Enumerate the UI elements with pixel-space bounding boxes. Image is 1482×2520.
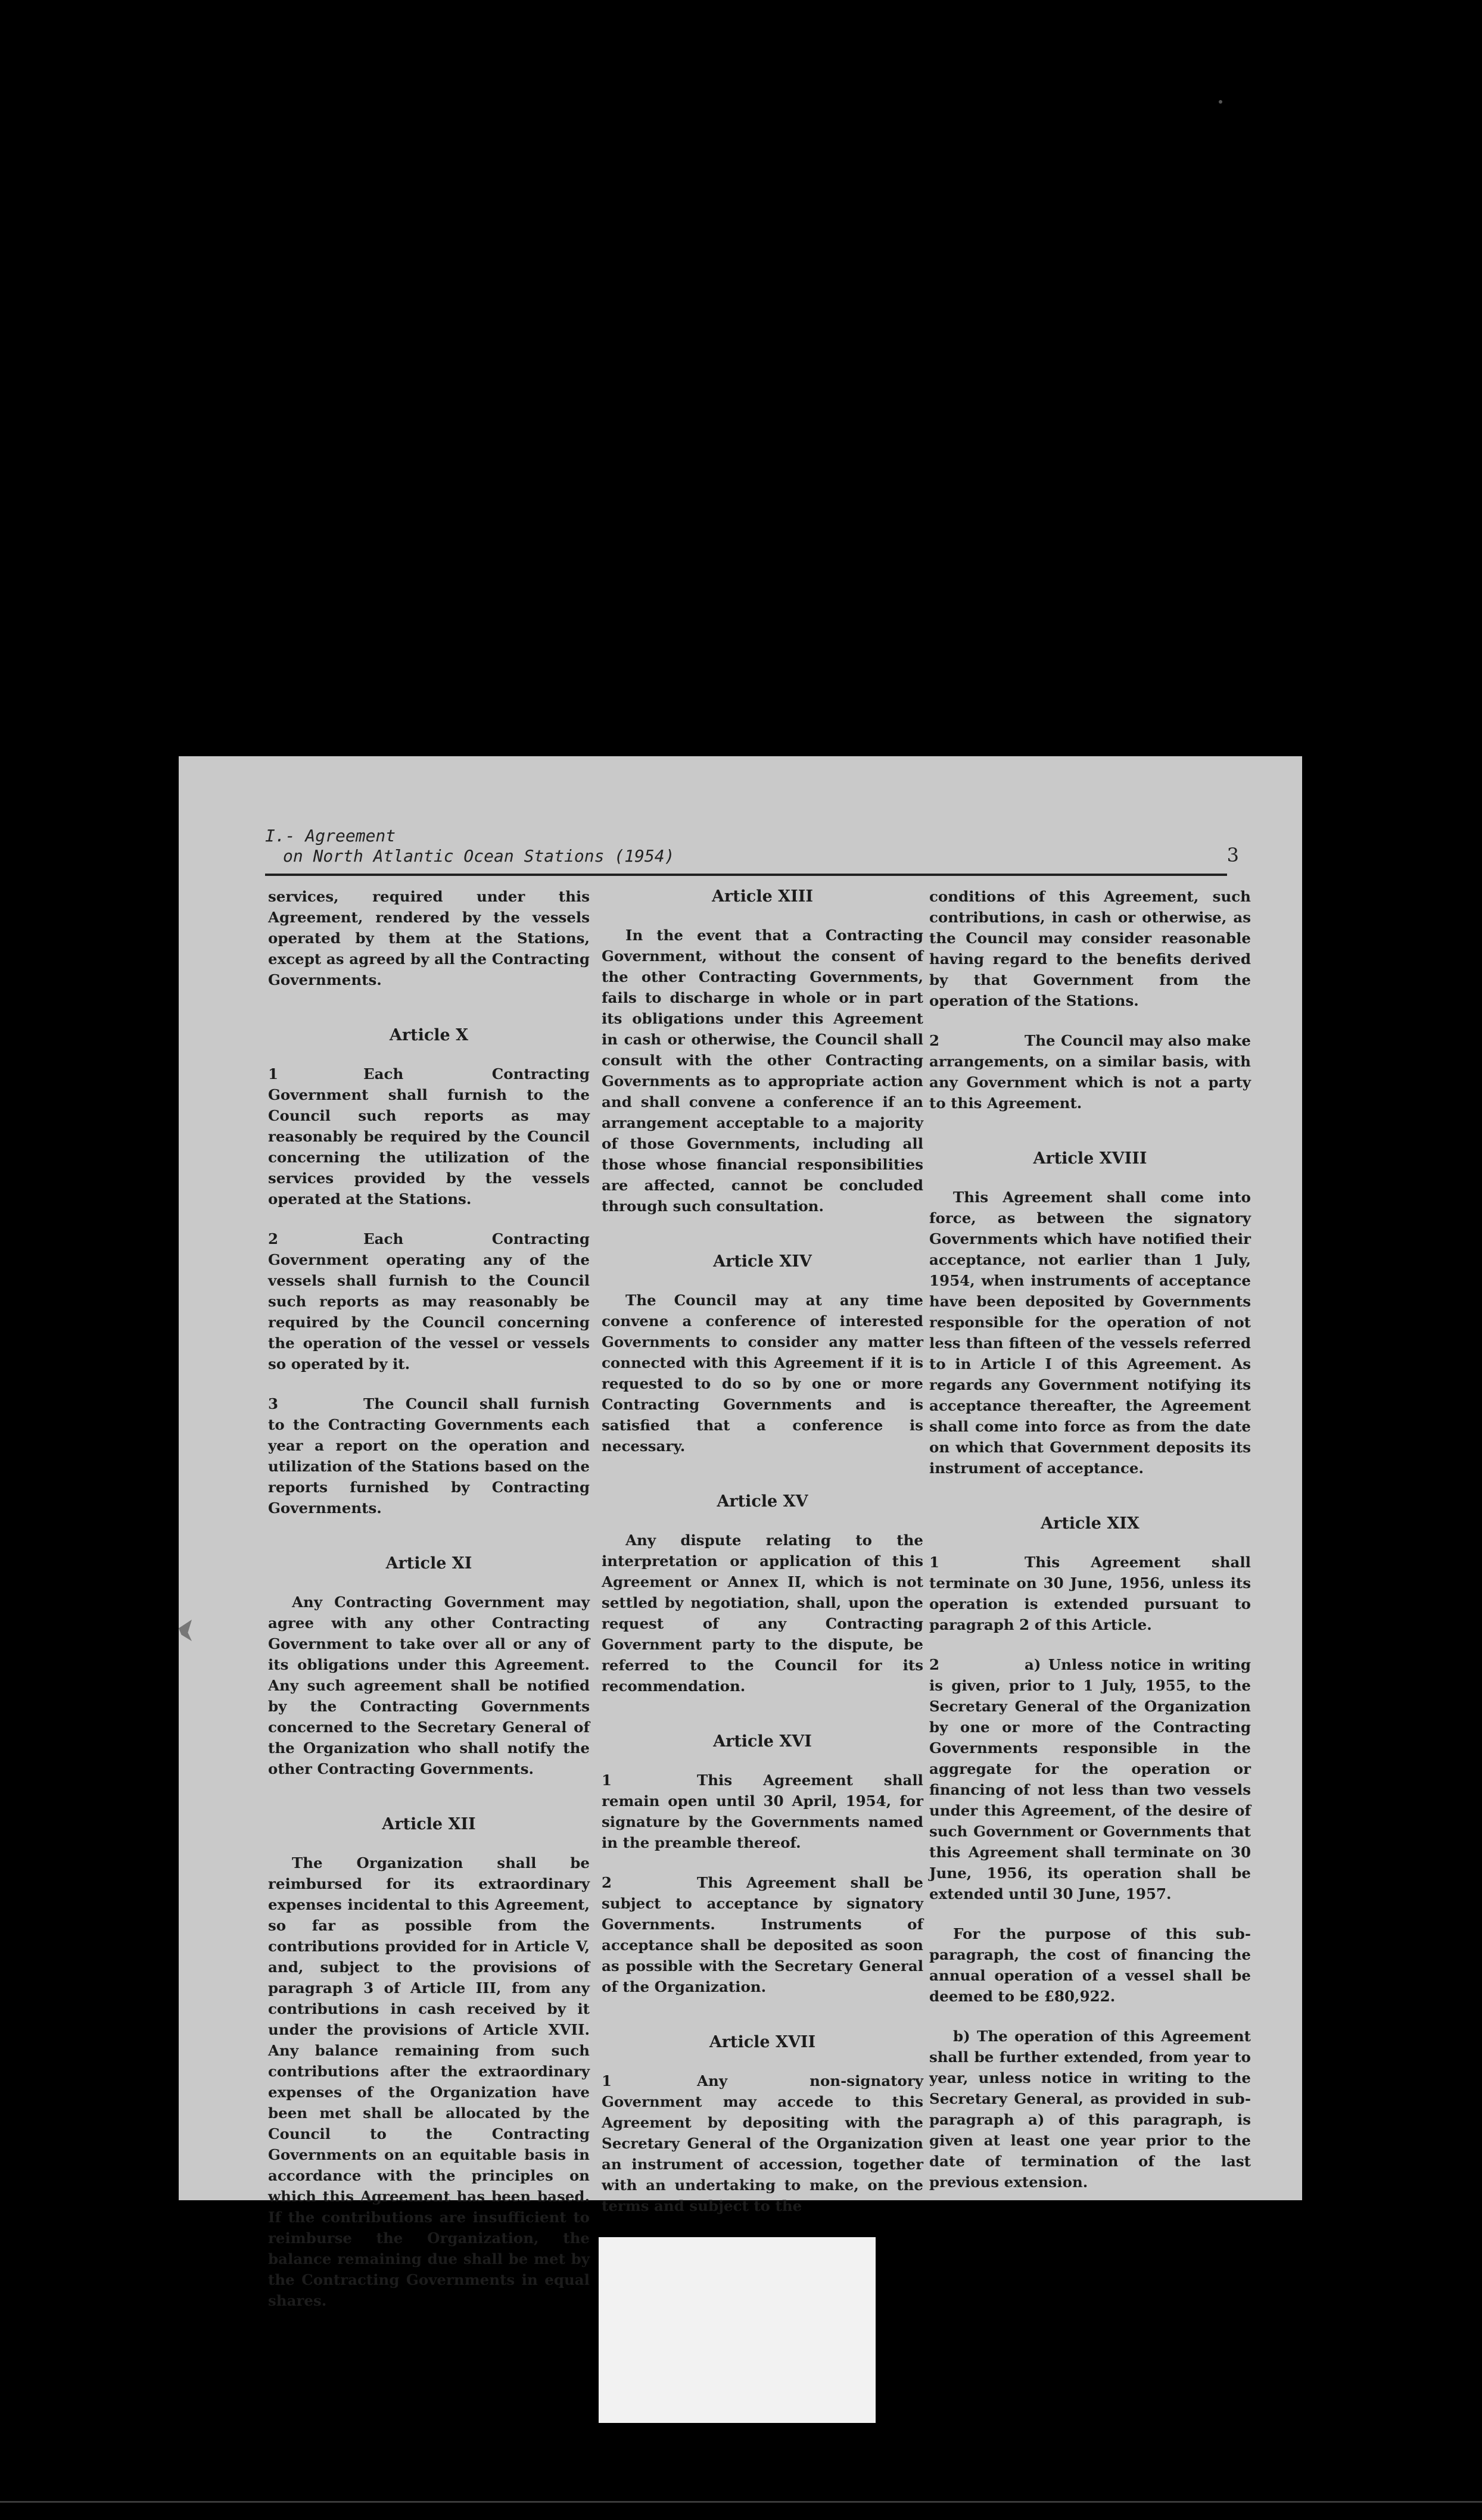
bottom-divider bbox=[0, 2501, 1482, 2503]
paragraph bbox=[929, 1654, 1251, 1904]
paragraph: In the event that a Contracting Government, without the consent of the other Contracting Governments, fails to discharge in whole or in part its obligations under this Agreement in cash or otherwise, the Council shall consult with the other Contracting Governments as to appropriate action and shall convene a conference if an arrangement acceptable to a majority of those Governments, including all those whose financial responsibilities are affected, cannot be concluded through such consultation. bbox=[602, 927, 923, 1215]
paragraph: Any Contracting Government may agree with any other Contracting Government to take over all or any of its obligations under this Agreement. Any such agreement shall be notified by the Contracting Governments concerned to the Secretary General of the Organization who shall notify the other Contracting Governments. bbox=[268, 1593, 590, 1777]
paragraph-number: 3 bbox=[268, 1395, 279, 1412]
paragraph-text: The Council may also make arrangements, on a similar basis, with any Government which is not a party to this Agreement. bbox=[929, 1032, 1251, 1112]
paragraph-number: 2 bbox=[929, 1656, 940, 1673]
page-number: 3 bbox=[1226, 844, 1239, 866]
article-heading: Article X bbox=[389, 1026, 469, 1044]
paragraph: b) The operation of this Agreement shall be further extended, from year to year, unless notice in writing to the Secretary General, as provided in sub-paragraph a) of this paragraph, is given at least one year prior to the date of termination of the last previous extension. bbox=[929, 2028, 1251, 2191]
column-right bbox=[929, 886, 1251, 2212]
scan-speck bbox=[1219, 100, 1222, 104]
paragraph: This Agreement shall come into force, as between the signatory Governments which have notified their acceptance, not earlier than 1 July, 1954, when instruments of acceptance have been deposited by Governments responsible for the operation of not less than fifteen of the vessels referred to in Article I of this Agreement. As regards any Government notifying its acceptance thereafter, the Agreement shall come into force as from the date on which that Government deposits its instrument of acceptance. bbox=[929, 1189, 1251, 1477]
header-title-line1: I.- Agreement bbox=[265, 826, 396, 846]
paragraph-number: 2 bbox=[268, 1230, 279, 1247]
paragraph-text: Each Contracting Government operating any of the vessels shall furnish to the Council such reports as may reasonably be required by the Council concerning the operation of the vessel or vessels so operated by it. bbox=[268, 1230, 590, 1373]
page-header bbox=[265, 826, 1239, 876]
article-heading: Article XVII bbox=[709, 2033, 816, 2051]
header-title-line2: on North Atlantic Ocean Stations (1954) bbox=[283, 846, 675, 866]
paragraph bbox=[268, 1228, 590, 1374]
paragraph-text: This Agreement shall remain open until 30 April, 1954, for signature by the Governments named in the preamble thereof. bbox=[602, 1772, 923, 1851]
article-heading: Article XIV bbox=[713, 1252, 812, 1271]
paragraph-number: 1 bbox=[602, 2072, 612, 2089]
document-page bbox=[179, 756, 1302, 2309]
paragraph-number: 1 bbox=[929, 1554, 940, 1571]
column-middle bbox=[602, 886, 923, 2235]
article-heading: Article XIII bbox=[711, 887, 813, 906]
paragraph: conditions of this Agreement, such contributions, in cash or otherwise, as the Council may consider reasonable having regard to the benefits derived by that Government from the operation of the Stations. bbox=[929, 888, 1251, 1009]
article-heading: Article XI bbox=[385, 1554, 472, 1573]
column-left bbox=[268, 886, 590, 2330]
paragraph bbox=[268, 1063, 590, 1209]
paragraph-text: Each Contracting Government shall furnish to the Council such reports as may reasonably be required by the Council concerning the utilization of the services provided by the vessels operated at the Stations. bbox=[268, 1065, 590, 1208]
article-heading: Article XIX bbox=[1041, 1514, 1139, 1533]
paragraph: Any dispute relating to the interpretation or application of this Agreement or Annex II, which is not settled by negotiation, shall, upon the request of any Contracting Government party to the dispute, be referred to the Council for its recommendation. bbox=[602, 1532, 923, 1695]
paragraph-number: 1 bbox=[602, 1772, 612, 1789]
article-heading: Article XV bbox=[717, 1492, 808, 1511]
paragraph-text: a) Unless notice in writing is given, prior to 1 July, 1955, to the Secretary General of the Organization by one or more of the Contracting Governments responsible in the aggregate for the operation or financing of not less than two vessels under this Agreement, of the desire of such Government or Governments that this Agreement shall terminate on 30 June, 1956, its operation shall be extended until 30 June, 1957. bbox=[929, 1656, 1251, 1903]
paragraph-text: Any non-signatory Government may accede to this Agreement by depositing with the Secretary General of the Organization an instrument of accession, together with an undertaking to make, on the terms and subject to the bbox=[602, 2072, 923, 2215]
paragraph-text: The Council shall furnish to the Contracting Governments each year a report on the operation and utilization of the Stations based on the reports furnished by Contracting Governments. bbox=[268, 1395, 590, 1517]
article-heading: Article XVI bbox=[713, 1732, 812, 1751]
article-heading: Article XII bbox=[382, 1815, 476, 1833]
paragraph: services, required under this Agreement, rendered by the vessels operated by them at the Stations, except as agreed by all the Contracting Governments. bbox=[268, 888, 590, 988]
paragraph bbox=[602, 2070, 923, 2216]
paragraph bbox=[602, 1872, 923, 1997]
paragraph: The Council may at any time convene a conference of interested Governments to consider any matter connected with this Agreement if it is requested to do so by one or more Contracting Governments and is satisfied that a conference is necessary. bbox=[602, 1292, 923, 1455]
paragraph-number: 1 bbox=[268, 1065, 279, 1083]
paragraph bbox=[268, 1393, 590, 1518]
paragraph-text: This Agreement shall be subject to acceptance by signatory Governments. Instruments of acceptance shall be deposited as soon as possible with the Secretary General of the Organization. bbox=[602, 1874, 923, 1995]
paragraph: For the purpose of this sub-paragraph, the cost of financing the annual operation of a vessel shall be deemed to be £80,922. bbox=[929, 1925, 1251, 2005]
paragraph-number: 2 bbox=[602, 1874, 612, 1891]
blank-card bbox=[599, 2237, 876, 2423]
paragraph: The Organization shall be reimbursed for its extraordinary expenses incidental to this Agreement, so far as possible from the contributions provided for in Article V, and, subject to the provisions of paragraph 3 of Article III, from any contributions in cash received by it under the provisions of Article XVII. Any balance remaining from such contributions after the extraordinary expenses of the Organization have been met shall be allocated by the Council to the Contracting Governments on an equitable basis in accordance with the principles on which this Agreement has been based. If the contributions are insufficient to reimburse the Organization, the balance remaining due shall be met by the Contracting Governments in equal shares. bbox=[268, 1854, 590, 2309]
article-heading: Article XVIII bbox=[1033, 1149, 1147, 1168]
paragraph-number: 2 bbox=[929, 1032, 940, 1049]
paragraph bbox=[929, 1552, 1251, 1635]
paragraph bbox=[929, 1030, 1251, 1114]
paragraph bbox=[602, 1770, 923, 1853]
paragraph-text: This Agreement shall terminate on 30 June, 1956, unless its operation is extended pursuant to paragraph 2 of this Article. bbox=[929, 1554, 1251, 1633]
